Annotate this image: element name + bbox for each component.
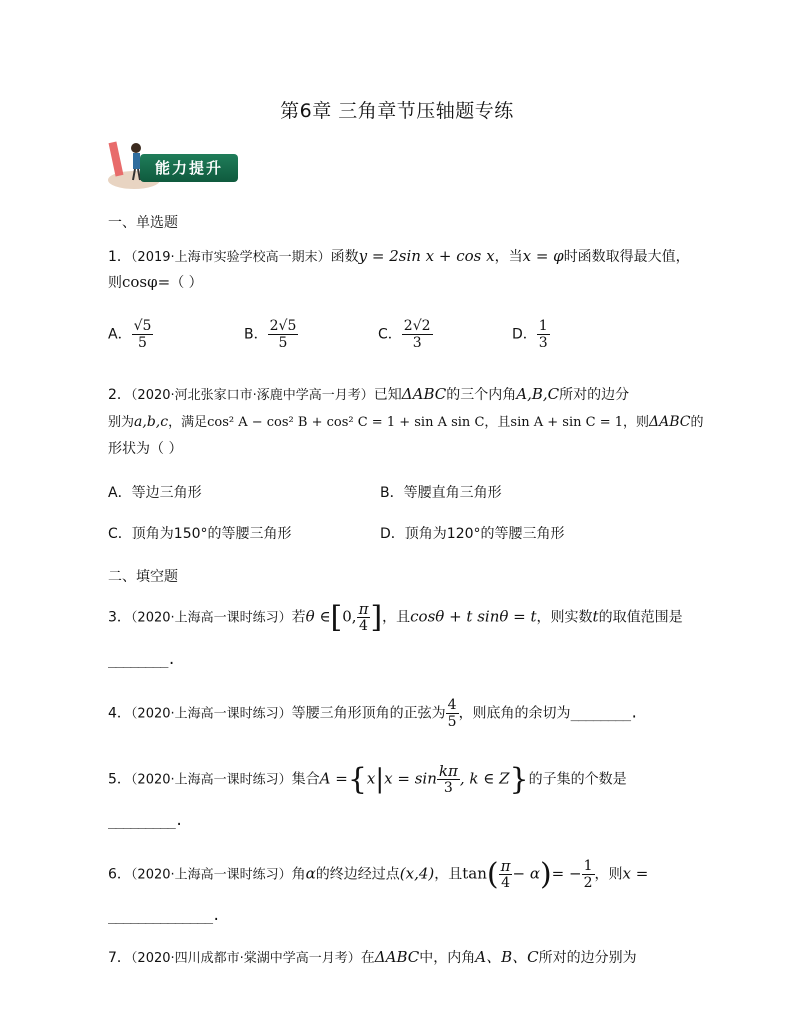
- option-fraction: [402, 318, 433, 351]
- q2-line3: 形状为（ ）: [108, 441, 183, 457]
- q2-triangle-2: ΔABC: [649, 414, 691, 430]
- q6-line1: [108, 857, 648, 892]
- option-label: B．: [244, 326, 268, 343]
- q2-line2-d: ，则: [623, 415, 650, 430]
- option-text: 等腰直角三角形: [403, 485, 502, 501]
- q6-answer-blank[interactable]: ______________.: [108, 908, 220, 924]
- q2-text-a: 已知: [373, 387, 402, 403]
- q1-option-d[interactable]: [512, 318, 550, 351]
- q1-text-a: 函数: [330, 249, 359, 265]
- q1-text-c: 时函数取得最大值，: [563, 249, 690, 265]
- q3-theta-in: θ ∈: [305, 607, 331, 626]
- q3-number: 3．: [108, 609, 131, 626]
- q6-alpha: α: [305, 864, 316, 883]
- fraction-numerator: 2√5: [269, 318, 297, 334]
- right-paren-icon: ): [539, 857, 552, 892]
- q5-set-name: A =: [319, 769, 348, 788]
- q2-line2: [108, 411, 704, 430]
- option-text: 顶角为150°的等腰三角形: [131, 526, 292, 542]
- q1-then: 则: [108, 275, 122, 291]
- left-bracket-icon: [: [330, 600, 343, 635]
- q6-x-equals: x =: [622, 864, 649, 883]
- q6-source: （2020·上海高一课时练习）: [130, 867, 292, 883]
- q2-text-c: 所对的边分: [559, 387, 630, 403]
- fraction-numerator: π: [358, 600, 369, 618]
- option-label: C．: [378, 326, 402, 343]
- q1-function: y = 2sin x + cos x: [358, 247, 495, 265]
- q5-set-var: x: [366, 769, 376, 788]
- page-title: 第6章 三角章节压轴题专练: [280, 100, 514, 122]
- section-fill-blank: 二、填空题: [108, 569, 178, 585]
- q1-line1: [108, 246, 690, 266]
- q6-number: 6．: [108, 866, 131, 883]
- q3-t: t: [592, 607, 599, 626]
- q6-tan: tan: [462, 864, 487, 883]
- fraction-denominator: 3: [443, 780, 453, 796]
- q6-text-c: ，且: [434, 866, 463, 883]
- q4-fraction: [446, 697, 459, 730]
- option-fraction: [537, 318, 550, 351]
- fraction-denominator: 5: [138, 335, 147, 351]
- q1-line2: [108, 272, 203, 292]
- q2-line2-b: ，满足: [168, 415, 208, 430]
- q6-point: (x,4): [399, 864, 435, 883]
- q1-paren: （ ）: [170, 275, 203, 291]
- right-bracket-icon: ]: [370, 600, 383, 635]
- q4-source: （2020·上海高一课时练习）: [130, 706, 292, 722]
- fraction-numerator: 2√2: [403, 318, 431, 334]
- q5-line1: [108, 762, 627, 797]
- q6-equals: = −: [551, 864, 582, 883]
- q7-text-a: 在: [360, 950, 375, 966]
- q5-source: （2020·上海高一课时练习）: [130, 772, 292, 788]
- option-label: C．: [108, 526, 132, 542]
- q2-line2-c: ，且: [484, 415, 511, 430]
- q6-text-a: 角: [291, 866, 306, 883]
- q6-fraction-half: [582, 858, 595, 891]
- option-fraction: [268, 318, 299, 351]
- q2-equation-1: cos² A − cos² B + cos² C = 1 + sin A sin C: [207, 415, 485, 430]
- q1-option-a[interactable]: [108, 318, 153, 351]
- q1-condition: x = φ: [522, 247, 564, 265]
- q3-interval-left: 0,: [342, 607, 357, 626]
- fraction-denominator: 4: [501, 875, 511, 891]
- fraction-numerator: kπ: [438, 762, 458, 780]
- q4-text-a: 等腰三角形顶角的正弦为: [291, 705, 446, 722]
- fraction-denominator: 4: [359, 618, 368, 634]
- q3-equation: cosθ + t sinθ = t: [410, 607, 537, 626]
- q4-line1: [108, 697, 637, 730]
- q1-option-b[interactable]: [244, 318, 298, 351]
- q2-source: （2020·河北张家口市·涿鹿中学高一月考）: [130, 388, 374, 403]
- fraction-numerator: π: [500, 857, 511, 875]
- fraction-denominator: 3: [538, 335, 548, 351]
- fraction-denominator: 5: [278, 335, 288, 351]
- q2-line2-a: 别为: [108, 415, 135, 430]
- fraction-numerator: 1: [538, 318, 548, 334]
- fraction-denominator: 3: [412, 335, 422, 351]
- q3-text-b: ，且: [382, 609, 411, 626]
- option-text: 顶角为120°的等腰三角形: [404, 526, 565, 542]
- q7-number: 7．: [108, 950, 131, 966]
- q5-set-k: , k ∈ Z: [459, 769, 510, 788]
- q5-number: 5．: [108, 771, 131, 788]
- option-label: A．: [108, 326, 132, 343]
- q3-answer-blank[interactable]: ________.: [108, 652, 175, 668]
- q7-angles: A、B、C: [475, 948, 539, 966]
- ability-badge: [104, 136, 246, 192]
- option-label: B．: [380, 485, 404, 501]
- q7-text-c: 所对的边分别为: [538, 950, 637, 966]
- q2-option-b[interactable]: [380, 482, 502, 502]
- q2-option-d[interactable]: [380, 523, 565, 543]
- q7-source: （2020·四川成都市·棠湖中学高一月考）: [130, 951, 361, 966]
- q5-text-a: 集合: [291, 771, 320, 788]
- option-fraction: [132, 318, 154, 351]
- q2-option-a[interactable]: [108, 482, 202, 502]
- divider-bar-icon: |: [375, 764, 385, 795]
- q3-line1: [108, 600, 683, 635]
- q1-option-c[interactable]: [378, 318, 433, 351]
- q4-answer-blank[interactable]: ________.: [570, 705, 638, 722]
- section-single-choice: 一、单选题: [108, 215, 178, 231]
- option-label: D．: [380, 526, 405, 542]
- left-paren-icon: (: [486, 857, 499, 892]
- q6-fraction-pi: [499, 858, 513, 891]
- q2-text-b: 的三个内角: [446, 387, 517, 403]
- option-text: 等边三角形: [131, 485, 202, 501]
- q1-source: （2019·上海市实验学校高一期末）: [130, 250, 331, 265]
- fraction-numerator: √5: [133, 318, 152, 334]
- q7-text-b: 中，内角: [419, 950, 476, 966]
- q5-fraction: [437, 763, 460, 796]
- q1-number: 1．: [108, 249, 131, 265]
- q1-ask: cosφ=: [122, 273, 171, 291]
- q6-text-b: 的终边经过点: [315, 866, 400, 883]
- q2-option-c[interactable]: [108, 523, 292, 543]
- fraction-denominator: 5: [447, 714, 457, 730]
- q2-sides: a,b,c: [134, 414, 169, 430]
- q2-number: 2．: [108, 387, 131, 403]
- badge-label: 能力提升: [140, 154, 238, 182]
- q3-fraction: [357, 601, 371, 634]
- q3-text-a: 若: [291, 609, 306, 626]
- q3-source: （2020·上海高一课时练习）: [130, 610, 292, 626]
- q5-text-b: 的子集的个数是: [528, 771, 627, 788]
- q6-text-d: ，则: [594, 866, 623, 883]
- q2-angles: A,B,C: [516, 385, 560, 403]
- q6-minus-alpha: − α: [512, 864, 540, 883]
- q2-line1: [108, 384, 629, 404]
- q4-text-b: ，则底角的余切为: [458, 705, 571, 722]
- q2-equation-2: sin A + sin C = 1: [510, 415, 623, 430]
- fraction-numerator: 4: [447, 697, 457, 713]
- fraction-denominator: 2: [583, 875, 593, 891]
- q3-text-c: ，则实数: [536, 609, 593, 626]
- q4-number: 4．: [108, 705, 131, 722]
- option-label: D．: [512, 326, 537, 343]
- q3-text-d: 的取值范围是: [598, 609, 683, 626]
- q7-line1: [108, 946, 637, 967]
- q5-answer-blank[interactable]: _________.: [108, 813, 183, 829]
- q1-text-b: ，当: [494, 249, 523, 265]
- q7-triangle: ΔABC: [374, 948, 420, 966]
- fraction-numerator: 1: [583, 858, 593, 874]
- q2-triangle: ΔABC: [401, 385, 447, 403]
- option-label: A．: [108, 485, 132, 501]
- q5-set-condition: x = sin: [384, 769, 437, 788]
- right-brace-icon: }: [509, 762, 529, 797]
- q2-line2-e: 的: [690, 415, 704, 430]
- left-brace-icon: {: [347, 762, 367, 797]
